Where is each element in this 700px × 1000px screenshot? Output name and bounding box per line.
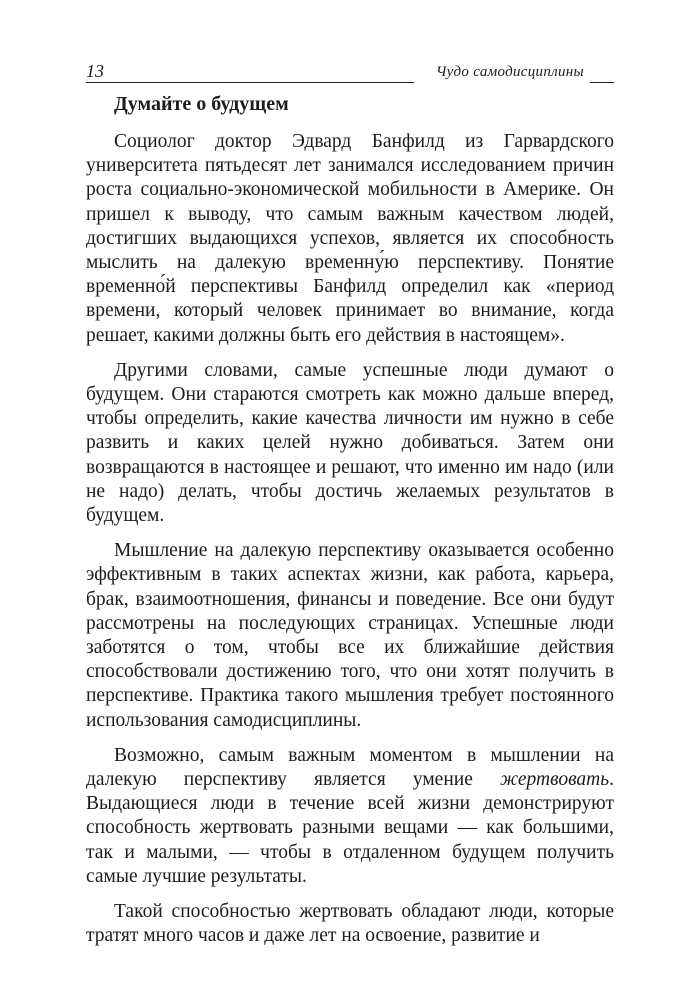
running-header [86,60,614,86]
paragraph-text: . Выдающиеся люди в течение всей жизни демонстрируют способность жертвовать разными вещами — как большими, так и малыми, — чтобы в отдаленном будущем получить самые лучшие результаты. [86,769,614,887]
header-rule-end [590,82,614,83]
header-rule [86,82,414,83]
page-number: 13 [86,61,104,81]
page-content [86,90,614,960]
paragraph: Мышление на далекую перспективу оказывается особенно эффективным в таких аспектах жизни, как работа, карьера, брак, взаимоотношения, финансы и поведение. Все они будут рассмотрены на последующих страницах. Успешные люди заботятся о том, чтобы все их ближайшие действия способствовали достижению того, что они хотят получить в перспективе. Практика такого мышления требует постоянного использования самодисциплины. [86,540,614,731]
paragraph: Социолог доктор Эдвард Банфилд из Гарвардского университета пятьдесят лет занимался исследованием причин роста социально-экономической мобильности в Америке. Он пришел к выводу, что самым важным качеством людей, достигших выдающихся успехов, является их способность мыслить на далекую временну́ю перспективу. Понятие временно́й перспективы Банфилд определил как «период времени, который человек принимает во внимание, когда решает, какими должны быть его действия в настоящем». [86,131,614,346]
emphasized-word: жертвовать [500,769,610,791]
paragraph: Такой способностью жертвовать обладают люди, которые тратят много часов и даже лет на освоение, развитие и [86,901,614,947]
running-title: Чудо самодисциплины [435,64,584,80]
section-title: Думайте о будущем [114,93,289,115]
paragraph [86,744,614,889]
paragraph: Другими словами, самые успешные люди думают о будущем. Они стараются смотреть как можно дальше вперед, чтобы определить, какие качества личности им нужно в себе развить и каких целей нужно добиваться. Затем они возвращаются в настоящее и решают, что именно им надо (или не надо) делать, чтобы достичь желаемых результатов в будущем. [86,359,614,527]
paragraph-text: Возможно, самым важным моментом в мышлении на далекую перспективу является умение [86,744,614,791]
